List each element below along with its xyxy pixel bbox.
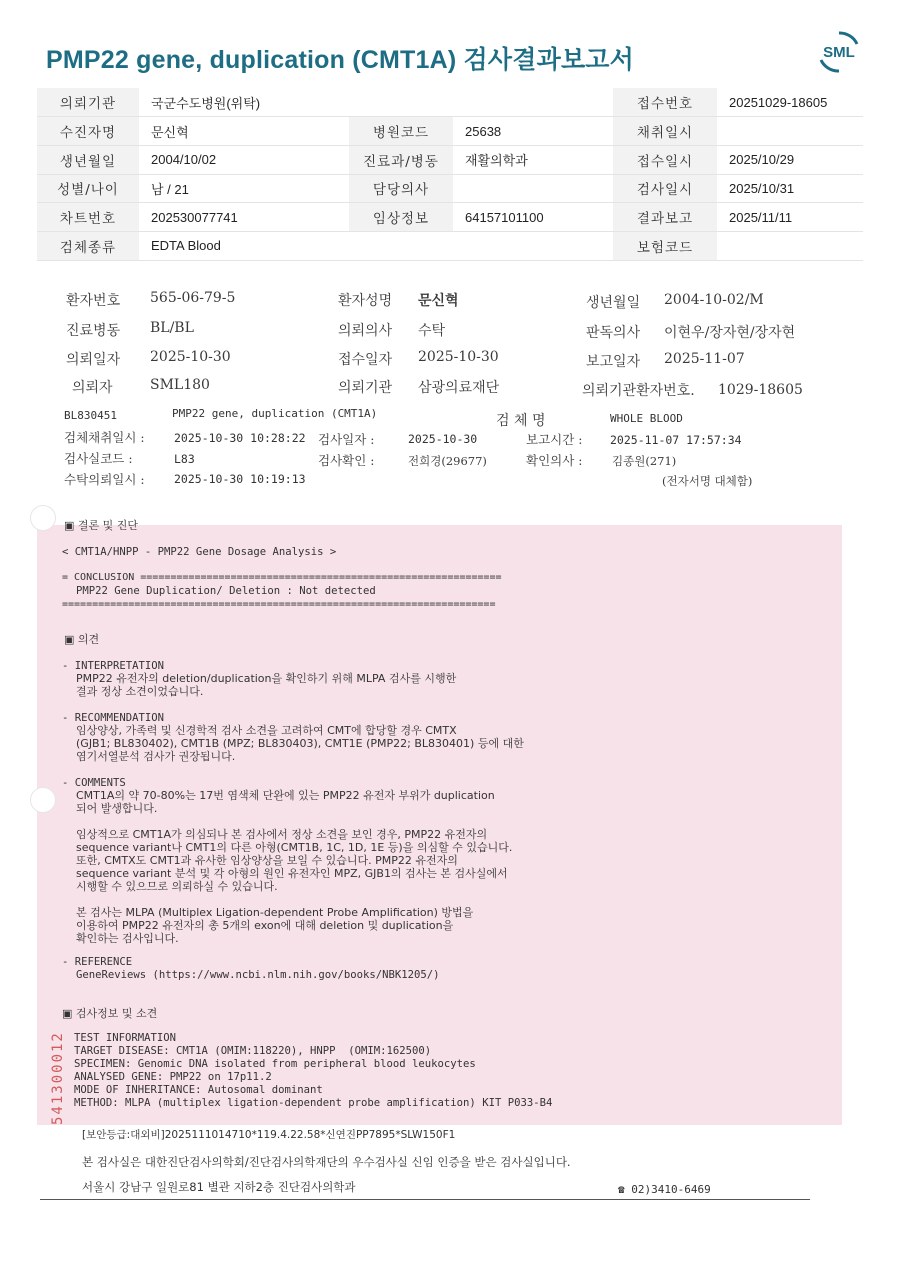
req-inst-value: 삼광의료재단 — [418, 380, 500, 396]
collection-date-value — [717, 117, 863, 146]
test-name: PMP22 gene, duplication (CMT1A) — [172, 407, 378, 420]
side-barcode-number: 541300012 — [50, 1031, 66, 1125]
read-doc-value: 이현우/장자현/장자현 — [664, 325, 796, 341]
section-conclusion-title: ▣ 결론 및 진단 — [64, 519, 139, 532]
pt-name-value: 문신혁 — [418, 293, 459, 309]
pt-no-label: 환자번호 — [66, 293, 121, 309]
doctor-value — [453, 174, 613, 203]
logo-text: SML — [823, 44, 855, 61]
req-inst-label: 의뢰기관 — [338, 380, 393, 396]
test-info-line: METHOD: MLPA (multiplex ligation-dependent probe amplification) KIT P033-B4 — [74, 1097, 553, 1109]
pt-no-value: 565-06-79-5 — [150, 290, 236, 306]
comments-line: 본 검사는 MLPA (Multiplex Ligation-dependent Probe Amplification) 방법을 — [76, 906, 474, 919]
test-info-title: TEST INFORMATION — [74, 1032, 177, 1044]
clinical-label: 임상정보 — [349, 203, 453, 232]
receipt-no-label: 접수번호 — [613, 88, 717, 117]
sex-age-value: 남 / 21 — [139, 174, 349, 203]
req-time-value: 2025-10-30 10:19:13 — [174, 472, 306, 486]
report-date-label: 결과보고 — [613, 203, 717, 232]
comments-line: sequence variant 분석 및 각 아형의 원인 유전자인 MPZ, GJB1의 검사는 본 검사실에서 — [76, 867, 508, 880]
rpt-date-label: 보고일자 — [586, 354, 641, 370]
req-date-label: 의뢰일자 — [66, 352, 121, 368]
security-line: [보안등급:대외비]2025111014710*119.4.22.58*신연진PP7895*SLW150F1 — [82, 1129, 456, 1141]
recommendation-line: 염기서열분석 검사가 권장됩니다. — [76, 750, 236, 763]
interpretation-line: 결과 정상 소견이었습니다. — [76, 685, 204, 698]
recommendation-line: 임상양상, 가족력 및 신경학적 검사 소견을 고려하여 CMT에 합당할 경우 CMTX — [76, 724, 457, 737]
receipt-date-value: 2025/10/29 — [717, 145, 863, 174]
punch-hole — [30, 787, 56, 813]
test-info-line: TARGET DISEASE: CMT1A (OMIM:118220), HNPP (OMIM:162500) — [74, 1045, 432, 1057]
pt-name-label: 환자성명 — [338, 293, 393, 309]
rcv-date-label: 접수일자 — [338, 352, 393, 368]
comments-line: sequence variant나 CMT1의 다른 아형(CMT1B, 1C, 1D, 1E 등)을 의심할 수 있습니다. — [76, 841, 513, 854]
receipt-no-value: 20251029-18605 — [717, 88, 863, 117]
dept-value: 재활의학과 — [453, 145, 613, 174]
collect-label: 검체채취일시 : — [64, 430, 145, 445]
req-date-value: 2025-10-30 — [150, 349, 231, 365]
specimen-value: EDTA Blood — [139, 231, 349, 260]
insurance-label: 보험코드 — [613, 231, 717, 260]
insurance-value — [717, 231, 863, 260]
receipt-date-label: 접수일시 — [613, 145, 717, 174]
page-title: PMP22 gene, duplication (CMT1A) 검사결과보고서 — [46, 46, 634, 74]
table-row — [37, 88, 863, 117]
chart-value: 202530077741 — [139, 203, 349, 232]
table-row — [37, 117, 863, 146]
section-test-info-title: ▣ 검사정보 및 소견 — [62, 1007, 158, 1020]
pt-birth-value: 2004-10-02/M — [664, 292, 764, 308]
interpretation-title: - INTERPRETATION — [62, 660, 165, 672]
test-info-line: MODE OF INHERITANCE: Autosomal dominant — [74, 1084, 323, 1096]
recommendation-line: (GJB1; BL830402), CMT1B (MPZ; BL830403), CMT1E (PMP22; BL830401) 등에 대한 — [76, 737, 524, 750]
hospital-code-value: 25638 — [453, 117, 613, 146]
recommendation-title: - RECOMMENDATION — [62, 712, 165, 724]
test-code: BL830451 — [64, 409, 117, 422]
conclusion-text: PMP22 Gene Duplication/ Deletion : Not detected — [76, 585, 376, 597]
test-date-label: 검사일시 — [613, 174, 717, 203]
comments-line: 또한, CMTX도 CMT1과 유사한 임상양상을 보일 수 있습니다. PMP22 유전자의 — [76, 854, 458, 867]
read-doc-label: 판독의사 — [586, 325, 641, 341]
confirm-value: 전희경(29677) — [408, 454, 487, 468]
reference-title: - REFERENCE — [62, 956, 133, 968]
chart-label: 차트번호 — [37, 203, 139, 232]
birth-value: 2004/10/02 — [139, 145, 349, 174]
inst-pt-no-label: 의뢰기관환자번호. — [582, 383, 695, 399]
section-opinion-title: ▣ 의견 — [64, 633, 100, 646]
lab-code-value: L83 — [174, 452, 195, 466]
collect-value: 2025-10-30 10:28:22 — [174, 431, 306, 445]
punch-hole — [30, 505, 56, 531]
test-date-value: 2025/10/31 — [717, 174, 863, 203]
req-doc-label: 의뢰의사 — [338, 323, 393, 339]
comments-line: 이용하여 PMP22 유전자의 총 5개의 exon에 대해 deletion 및 duplication을 — [76, 919, 454, 932]
confirm-doc-label: 확인의사 : — [526, 453, 583, 468]
test-date-value: 2025-10-30 — [408, 432, 478, 446]
certification-text: 본 검사실은 대한진단검사의학회/진단검사의학재단의 우수검사실 신임 인증을 받은 검사실입니다. — [82, 1155, 571, 1169]
report-time-value: 2025-11-07 17:57:34 — [610, 433, 742, 447]
clinical-value: 64157101100 — [453, 203, 613, 232]
specimen-value: WHOLE BLOOD — [610, 412, 683, 425]
req-doc-value: 수탁 — [418, 323, 446, 339]
report-time-label: 보고시간 : — [526, 432, 583, 447]
test-info-line: ANALYSED GENE: PMP22 on 17p11.2 — [74, 1071, 272, 1083]
confirm-label: 검사확인 : — [318, 453, 375, 468]
specimen-label: 검 체 명 — [496, 413, 546, 429]
double-line: ======================================================================== — [62, 599, 496, 610]
lab-code-label: 검사실코드 : — [64, 451, 133, 466]
pt-birth-label: 생년월일 — [586, 295, 641, 311]
conclusion-line: = CONCLUSION ============================================================ — [62, 572, 502, 583]
comments-line: 확인하는 검사입니다. — [76, 932, 179, 945]
rpt-date-value: 2025-11-07 — [664, 351, 745, 367]
test-info-line: SPECIMEN: Genomic DNA isolated from peripheral blood leukocytes — [74, 1058, 476, 1070]
rcv-date-value: 2025-10-30 — [418, 349, 499, 365]
table-row — [37, 145, 863, 174]
requester-value: SML180 — [150, 377, 210, 393]
phone-text: ☎ 02)3410-6469 — [618, 1183, 711, 1196]
comments-line: 되어 발생합니다. — [76, 802, 158, 815]
birth-label: 생년월일 — [37, 145, 139, 174]
sml-logo — [814, 30, 864, 74]
patient-label: 수진자명 — [37, 117, 139, 146]
report-date-value: 2025/11/11 — [717, 203, 863, 232]
collection-date-label: 채취일시 — [613, 117, 717, 146]
analysis-title: < CMT1A/HNPP - PMP22 Gene Dosage Analysis > — [62, 546, 337, 558]
footer-rule — [40, 1199, 810, 1200]
comments-line: CMT1A의 약 70-80%는 17번 염색체 단완에 있는 PMP22 유전자 부위가 duplication — [76, 789, 495, 802]
table-row — [37, 203, 863, 232]
confirm-doc-value: 김종원(271) — [612, 454, 677, 468]
patient-info-table — [37, 88, 863, 261]
reference-line: GeneReviews (https://www.ncbi.nlm.nih.gov/books/NBK1205/) — [76, 969, 440, 981]
requester-label: 의뢰자 — [72, 380, 113, 396]
hospital-code-label: 병원코드 — [349, 117, 453, 146]
inst-pt-no-value: 1029-18605 — [718, 382, 803, 398]
req-time-label: 수탁의뢰일시 : — [64, 472, 145, 487]
comments-title: - COMMENTS — [62, 777, 126, 789]
ward-label: 진료병동 — [66, 323, 121, 339]
comments-line: 임상적으로 CMT1A가 의심되나 본 검사에서 정상 소견을 보인 경우, PMP22 유전자의 — [76, 828, 488, 841]
table-row — [37, 174, 863, 203]
doctor-label: 담당의사 — [349, 174, 453, 203]
table-row — [37, 231, 863, 260]
esign-note: (전자서명 대체함) — [662, 474, 753, 488]
dept-label: 진료과/병동 — [349, 145, 453, 174]
institution-label: 의뢰기관 — [37, 88, 139, 117]
sex-age-label: 성별/나이 — [37, 174, 139, 203]
patient-value: 문신혁 — [139, 117, 349, 146]
institution-value: 국군수도병원(위탁) — [139, 88, 349, 117]
test-date-label: 검사일자 : — [318, 432, 375, 447]
specimen-label: 검체종류 — [37, 231, 139, 260]
interpretation-line: PMP22 유전자의 deletion/duplication을 확인하기 위해 MLPA 검사를 시행한 — [76, 672, 457, 685]
scanned-report — [0, 270, 900, 1271]
ward-value: BL/BL — [150, 320, 194, 336]
address-text: 서울시 강남구 일원로81 별관 지하2층 진단검사의학과 — [82, 1180, 356, 1194]
comments-line: 시행할 수 있으므로 의뢰하실 수 있습니다. — [76, 880, 278, 893]
